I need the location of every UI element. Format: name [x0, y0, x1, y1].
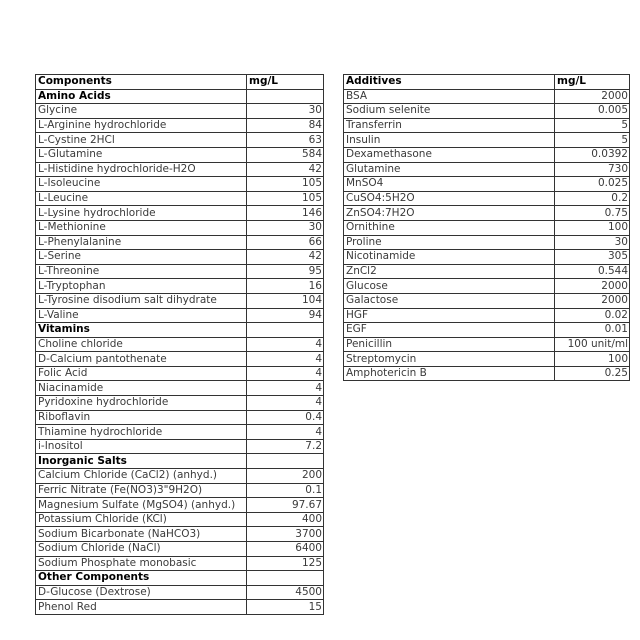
concentration-value: 0.4 — [247, 410, 324, 425]
component-name: Ornithine — [344, 220, 555, 235]
concentration-value: 6400 — [247, 542, 324, 557]
component-name: EGF — [344, 323, 555, 338]
component-name: Insulin — [344, 133, 555, 148]
concentration-value: 0.75 — [555, 206, 630, 221]
concentration-value: 30 — [247, 104, 324, 119]
component-name: Sodium Phosphate monobasic — [36, 556, 247, 571]
table-row — [36, 498, 324, 513]
section-header-row — [36, 571, 324, 586]
table-row — [344, 177, 630, 192]
column-header-additives: Additives — [344, 75, 555, 90]
concentration-value: 0.25 — [555, 366, 630, 381]
component-name: BSA — [344, 89, 555, 104]
component-name: Transferrin — [344, 118, 555, 133]
concentration-value: 4 — [247, 366, 324, 381]
component-name: ZnCl2 — [344, 264, 555, 279]
concentration-value: 4500 — [247, 585, 324, 600]
concentration-value: 2000 — [555, 89, 630, 104]
component-name: Amphotericin B — [344, 366, 555, 381]
concentration-value: 100 — [555, 352, 630, 367]
table-row — [36, 512, 324, 527]
table-row — [36, 206, 324, 221]
concentration-value: 42 — [247, 250, 324, 265]
table-row — [36, 410, 324, 425]
component-name: Potassium Chloride (KCl) — [36, 512, 247, 527]
component-name: Ferric Nitrate (Fe(NO3)3"9H2O) — [36, 483, 247, 498]
component-name: L-Cystine 2HCl — [36, 133, 247, 148]
table-row — [344, 133, 630, 148]
concentration-value: 3700 — [247, 527, 324, 542]
component-name: HGF — [344, 308, 555, 323]
component-name: Proline — [344, 235, 555, 250]
concentration-value: 100 — [555, 220, 630, 235]
table-row — [36, 439, 324, 454]
component-name: L-Isoleucine — [36, 177, 247, 192]
table-row — [36, 425, 324, 440]
concentration-value: 105 — [247, 177, 324, 192]
component-name: Calcium Chloride (CaCl2) (anhyd.) — [36, 469, 247, 484]
table-row — [344, 235, 630, 250]
component-name: Sodium selenite — [344, 104, 555, 119]
component-name: Sodium Chloride (NaCl) — [36, 542, 247, 557]
table-row — [344, 220, 630, 235]
table-header-row — [344, 75, 630, 90]
column-header-components: Components — [36, 75, 247, 90]
table-row — [344, 337, 630, 352]
concentration-value: 4 — [247, 337, 324, 352]
table-row — [36, 133, 324, 148]
concentration-value: 16 — [247, 279, 324, 294]
component-name: Streptomycin — [344, 352, 555, 367]
component-name: Sodium Bicarbonate (NaHCO3) — [36, 527, 247, 542]
section-header-row — [36, 89, 324, 104]
section-name: Amino Acids — [36, 89, 247, 104]
component-name: L-Methionine — [36, 220, 247, 235]
concentration-value: 400 — [247, 512, 324, 527]
table-row — [36, 308, 324, 323]
concentration-value: 4 — [247, 381, 324, 396]
table-row — [36, 250, 324, 265]
component-name: Glycine — [36, 104, 247, 119]
concentration-value — [247, 323, 324, 338]
concentration-value — [247, 454, 324, 469]
component-name: Phenol Red — [36, 600, 247, 615]
component-name: L-Histidine hydrochloride-H2O — [36, 162, 247, 177]
component-name: L-Arginine hydrochloride — [36, 118, 247, 133]
concentration-value: 200 — [247, 469, 324, 484]
concentration-value: 42 — [247, 162, 324, 177]
concentration-value: 84 — [247, 118, 324, 133]
table-row — [36, 104, 324, 119]
concentration-value: 2000 — [555, 293, 630, 308]
table-header-row — [36, 75, 324, 90]
table-row — [344, 162, 630, 177]
concentration-value: 0.2 — [555, 191, 630, 206]
table-row — [36, 279, 324, 294]
concentration-value: 94 — [247, 308, 324, 323]
component-name: Glutamine — [344, 162, 555, 177]
concentration-value: 0.01 — [555, 323, 630, 338]
concentration-value: 730 — [555, 162, 630, 177]
table-row — [344, 293, 630, 308]
table-row — [36, 469, 324, 484]
concentration-value: 305 — [555, 250, 630, 265]
table-row — [344, 323, 630, 338]
table-row — [36, 600, 324, 615]
concentration-value: 104 — [247, 293, 324, 308]
component-name: L-Leucine — [36, 191, 247, 206]
concentration-value: 146 — [247, 206, 324, 221]
component-name: Magnesium Sulfate (MgSO4) (anhyd.) — [36, 498, 247, 513]
component-name: Pyridoxine hydrochloride — [36, 396, 247, 411]
component-name: L-Lysine hydrochloride — [36, 206, 247, 221]
component-name: Glucose — [344, 279, 555, 294]
concentration-value: 66 — [247, 235, 324, 250]
table-row — [344, 206, 630, 221]
table-row — [344, 250, 630, 265]
concentration-value: 584 — [247, 147, 324, 162]
component-name: L-Threonine — [36, 264, 247, 279]
table-row — [344, 264, 630, 279]
component-name: Choline chloride — [36, 337, 247, 352]
concentration-value: 0.0392 — [555, 147, 630, 162]
component-name: Thiamine hydrochloride — [36, 425, 247, 440]
component-name: L-Serine — [36, 250, 247, 265]
component-name: L-Tryptophan — [36, 279, 247, 294]
component-name: D-Calcium pantothenate — [36, 352, 247, 367]
table-row — [344, 118, 630, 133]
table-row — [344, 279, 630, 294]
concentration-value: 5 — [555, 133, 630, 148]
component-name: Riboflavin — [36, 410, 247, 425]
table-row — [344, 191, 630, 206]
concentration-value: 125 — [247, 556, 324, 571]
component-name: CuSO4:5H2O — [344, 191, 555, 206]
table-row — [344, 308, 630, 323]
concentration-value: 63 — [247, 133, 324, 148]
table-row — [36, 118, 324, 133]
concentration-value: 2000 — [555, 279, 630, 294]
concentration-value: 0.544 — [555, 264, 630, 279]
table-row — [36, 191, 324, 206]
table-row — [36, 352, 324, 367]
concentration-value: 95 — [247, 264, 324, 279]
components-table — [35, 74, 324, 615]
table-row — [36, 366, 324, 381]
component-name: L-Valine — [36, 308, 247, 323]
component-name: L-Phenylalanine — [36, 235, 247, 250]
table-row — [36, 527, 324, 542]
concentration-value: 5 — [555, 118, 630, 133]
table-row — [36, 556, 324, 571]
section-name: Other Components — [36, 571, 247, 586]
component-name: Penicillin — [344, 337, 555, 352]
concentration-value: 0.005 — [555, 104, 630, 119]
section-name: Vitamins — [36, 323, 247, 338]
table-row — [36, 483, 324, 498]
component-name: Galactose — [344, 293, 555, 308]
concentration-value: 97.67 — [247, 498, 324, 513]
component-name: Niacinamide — [36, 381, 247, 396]
concentration-value: 0.02 — [555, 308, 630, 323]
concentration-value: 4 — [247, 425, 324, 440]
column-header-unit: mg/L — [247, 75, 324, 90]
concentration-value: 30 — [555, 235, 630, 250]
concentration-value: 15 — [247, 600, 324, 615]
concentration-value — [247, 571, 324, 586]
component-name: D-Glucose (Dextrose) — [36, 585, 247, 600]
concentration-value: 100 unit/ml — [555, 337, 630, 352]
table-row — [36, 396, 324, 411]
table-row — [36, 220, 324, 235]
concentration-value: 105 — [247, 191, 324, 206]
column-header-unit: mg/L — [555, 75, 630, 90]
concentration-value: 4 — [247, 352, 324, 367]
concentration-value: 0.1 — [247, 483, 324, 498]
table-row — [36, 177, 324, 192]
section-name: Inorganic Salts — [36, 454, 247, 469]
component-name: L-Tyrosine disodium salt dihydrate — [36, 293, 247, 308]
component-name: Dexamethasone — [344, 147, 555, 162]
table-row — [36, 585, 324, 600]
table-row — [344, 366, 630, 381]
component-name: Folic Acid — [36, 366, 247, 381]
table-row — [36, 293, 324, 308]
table-row — [36, 337, 324, 352]
additives-table — [343, 74, 630, 381]
table-row — [344, 147, 630, 162]
table-row — [36, 147, 324, 162]
concentration-value: 30 — [247, 220, 324, 235]
table-row — [36, 542, 324, 557]
component-name: Nicotinamide — [344, 250, 555, 265]
component-name: i-Inositol — [36, 439, 247, 454]
concentration-value: 0.025 — [555, 177, 630, 192]
table-row — [36, 235, 324, 250]
concentration-value — [247, 89, 324, 104]
table-row — [344, 352, 630, 367]
concentration-value: 4 — [247, 396, 324, 411]
table-row — [344, 104, 630, 119]
table-row — [36, 264, 324, 279]
section-header-row — [36, 323, 324, 338]
component-name: ZnSO4:7H2O — [344, 206, 555, 221]
section-header-row — [36, 454, 324, 469]
concentration-value: 7.2 — [247, 439, 324, 454]
component-name: MnSO4 — [344, 177, 555, 192]
table-row — [36, 162, 324, 177]
table-row — [36, 381, 324, 396]
component-name: L-Glutamine — [36, 147, 247, 162]
table-row — [344, 89, 630, 104]
